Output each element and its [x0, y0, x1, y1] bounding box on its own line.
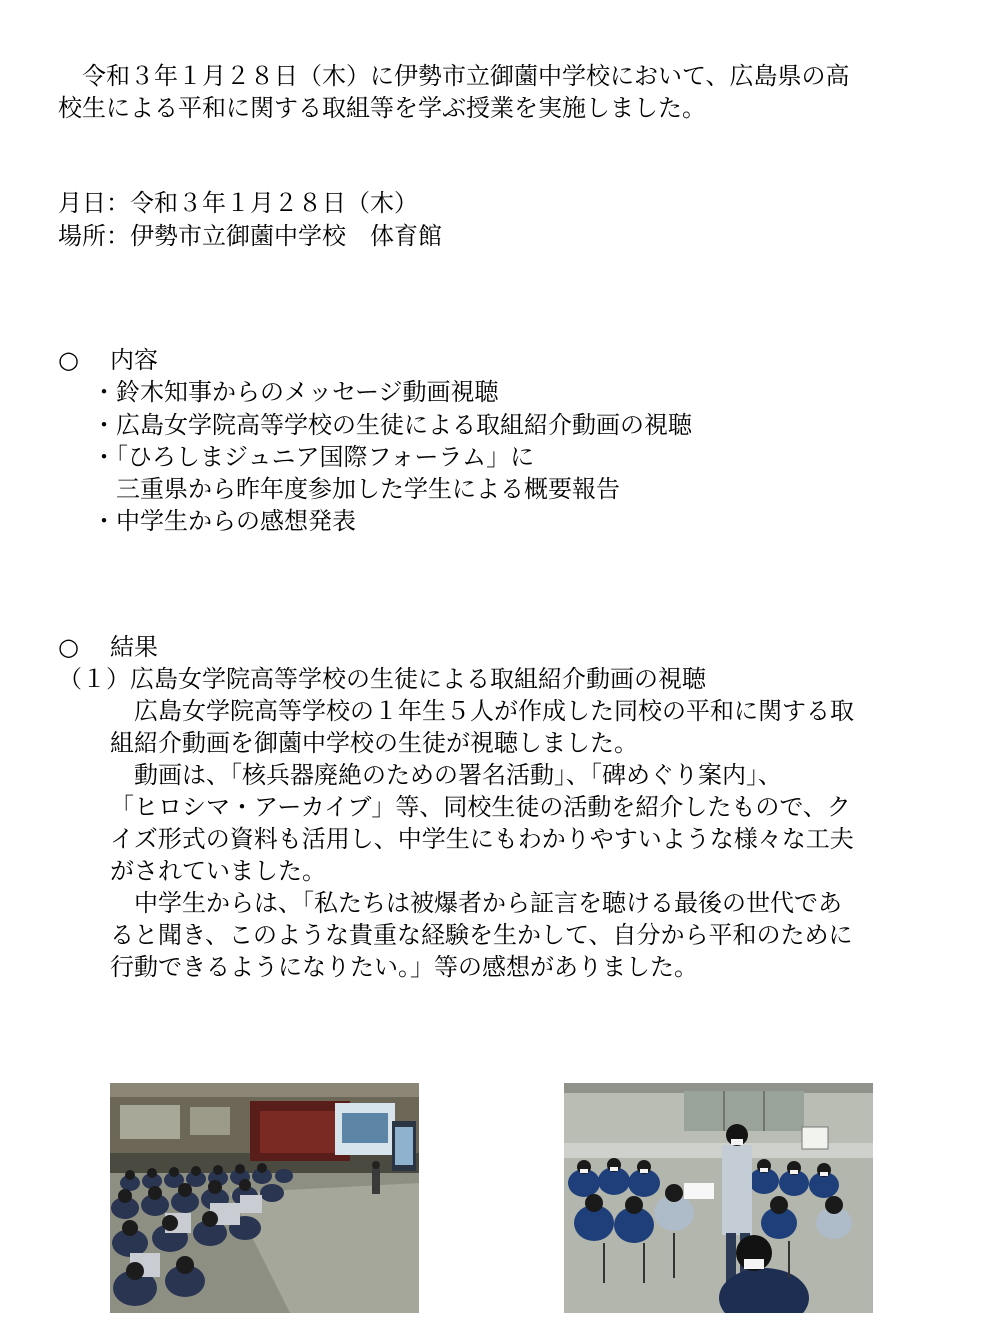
result-paragraph-line: 動画は、「核兵器廃絶のための署名活動」、「碑めぐり案内」、 — [110, 761, 782, 789]
result-heading-mark: ○ — [58, 633, 79, 661]
content-item: ・中学生からの感想発表 — [92, 507, 356, 535]
content-heading-mark: ○ — [58, 346, 79, 374]
result-sub-heading: （１）広島女学院高等学校の生徒による取組紹介動画の視聴 — [58, 665, 706, 693]
result-paragraph-line: がされていました。 — [110, 857, 326, 885]
result-paragraph-line: 中学生からは、「私たちは被爆者から証言を聴ける最後の世代であ — [110, 889, 842, 917]
intro-line-2: 校生による平和に関する取組等を学ぶ授業を実施しました。 — [58, 94, 706, 122]
content-heading: 内容 — [110, 346, 158, 374]
result-paragraph-line: 行動できるようになりたい。」等の感想がありました。 — [110, 953, 698, 981]
result-heading: 結果 — [110, 633, 158, 661]
content-item: ・鈴木知事からのメッセージ動画視聴 — [92, 378, 499, 406]
content-item: ・広島女学院高等学校の生徒による取組紹介動画の視聴 — [92, 411, 692, 439]
content-item: ・「ひろしまジュニア国際フォーラム」に — [92, 443, 535, 471]
result-paragraph-line: 広島女学院高等学校の１年生５人が作成した同校の平和に関する取 — [110, 697, 854, 725]
result-paragraph-line: ると聞き、このような貴重な経験を生かして、自分から平和のために — [110, 921, 853, 949]
gymnasium-video-viewing-photo — [110, 1083, 419, 1313]
result-paragraph-line: イズ形式の資料も活用し、中学生にもわかりやすいような様々な工夫 — [110, 825, 854, 853]
result-paragraph-line: 「ヒロシマ・アーカイブ」等、同校生徒の活動を紹介したもので、ク — [110, 793, 851, 821]
event-date: 月日：令和３年１月２８日（木） — [58, 189, 418, 217]
intro-line-1: 令和３年１月２８日（木）に伊勢市立御薗中学校において、広島県の高 — [58, 62, 850, 90]
content-item-continuation: 三重県から昨年度参加した学生による概要報告 — [116, 475, 620, 503]
student-impression-speech-photo — [564, 1083, 873, 1313]
event-place: 場所：伊勢市立御薗中学校 体育館 — [58, 222, 442, 250]
result-paragraph-line: 組紹介動画を御薗中学校の生徒が視聴しました。 — [110, 729, 638, 757]
